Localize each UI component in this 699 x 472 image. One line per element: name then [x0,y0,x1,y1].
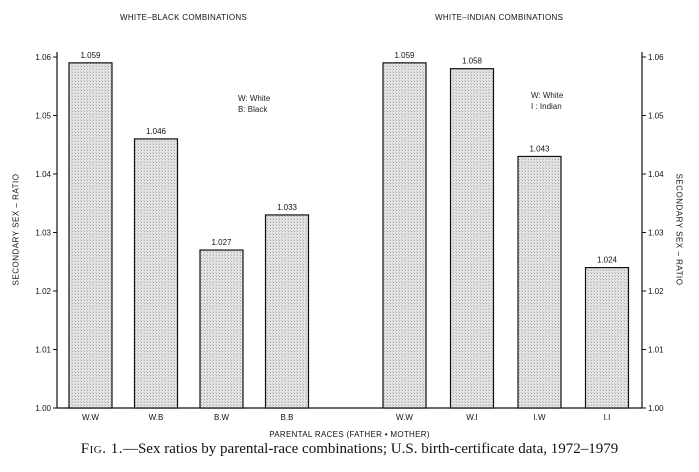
data-label-left-3: 1.033 [276,202,298,212]
figure-caption-text: —Sex ratios by parental-race combinations; U.S. birth-certificate data, 1972–1979 [122,441,619,457]
data-label-right-3: 1.024 [596,255,618,265]
y-axis-title-right: SECONDARY SEX – RATIO [674,173,684,286]
x-tick-label-left-3: B.B [280,413,294,422]
figure-caption-prefix: Fig. 1. [80,441,123,457]
left-legend-white: W: White [238,94,271,103]
y-tick-label-right-1: 1.01 [648,345,664,355]
data-label-left-0: 1.059 [80,50,101,60]
x-tick-label-left-0: W.W [82,413,99,422]
bar-left-b-w [200,250,243,408]
y-tick-label-right-6: 1.06 [648,53,664,62]
y-tick-label-right-4: 1.04 [648,170,664,179]
x-axis-title: PARENTAL RACES (FATHER • MOTHER) [269,430,430,439]
y-tick-label-right-5: 1.05 [648,111,664,121]
bar-right-i-i [586,268,629,408]
y-tick-label-left-2: 1.02 [35,287,51,296]
x-tick-label-right-1: W.I [466,413,478,422]
y-axis-title-left: SECONDARY SEX – RATIO [11,173,21,286]
data-label-left-1: 1.046 [145,126,167,136]
y-tick-label-left-4: 1.04 [35,170,51,179]
y-tick-label-left-0: 1.00 [35,404,51,413]
bar-left-b-b [266,215,309,408]
y-tick-label-right-3: 1.03 [648,228,664,238]
bar-left-w-b [135,139,178,408]
y-tick-label-right-0: 1.00 [648,404,664,413]
left-legend [238,93,270,115]
data-label-right-0: 1.059 [394,50,415,60]
y-tick-label-right-2: 1.02 [648,287,664,296]
bar-right-i-w [518,156,561,408]
x-tick-label-right-0: W.W [396,413,413,422]
data-label-right-1: 1.058 [461,56,483,66]
y-tick-label-left-3: 1.03 [35,228,51,238]
left-legend-black: B: Black [238,105,268,114]
data-label-left-2: 1.027 [211,238,232,248]
data-label-right-2: 1.043 [529,144,550,154]
bar-right-w-w [383,63,426,408]
y-tick-label-left-1: 1.01 [35,345,51,355]
y-tick-label-left-6: 1.06 [35,53,51,62]
right-legend-indian: I : Indian [531,102,562,111]
bar-right-w-i [451,69,494,408]
y-tick-label-left-5: 1.05 [35,111,51,121]
x-tick-label-left-1: W.B [148,413,164,422]
right-legend [531,90,563,112]
x-tick-label-right-3: I.I [603,413,611,422]
figure-caption [0,441,699,458]
left-panel-title: WHITE–BLACK COMBINATIONS [120,13,248,22]
right-legend-white: W: White [531,91,564,100]
x-tick-label-left-2: B.W [213,413,230,422]
bar-left-w-w [69,63,112,408]
right-panel-title: WHITE–INDIAN COMBINATIONS [435,13,564,22]
x-tick-label-right-2: I.W [533,413,546,422]
